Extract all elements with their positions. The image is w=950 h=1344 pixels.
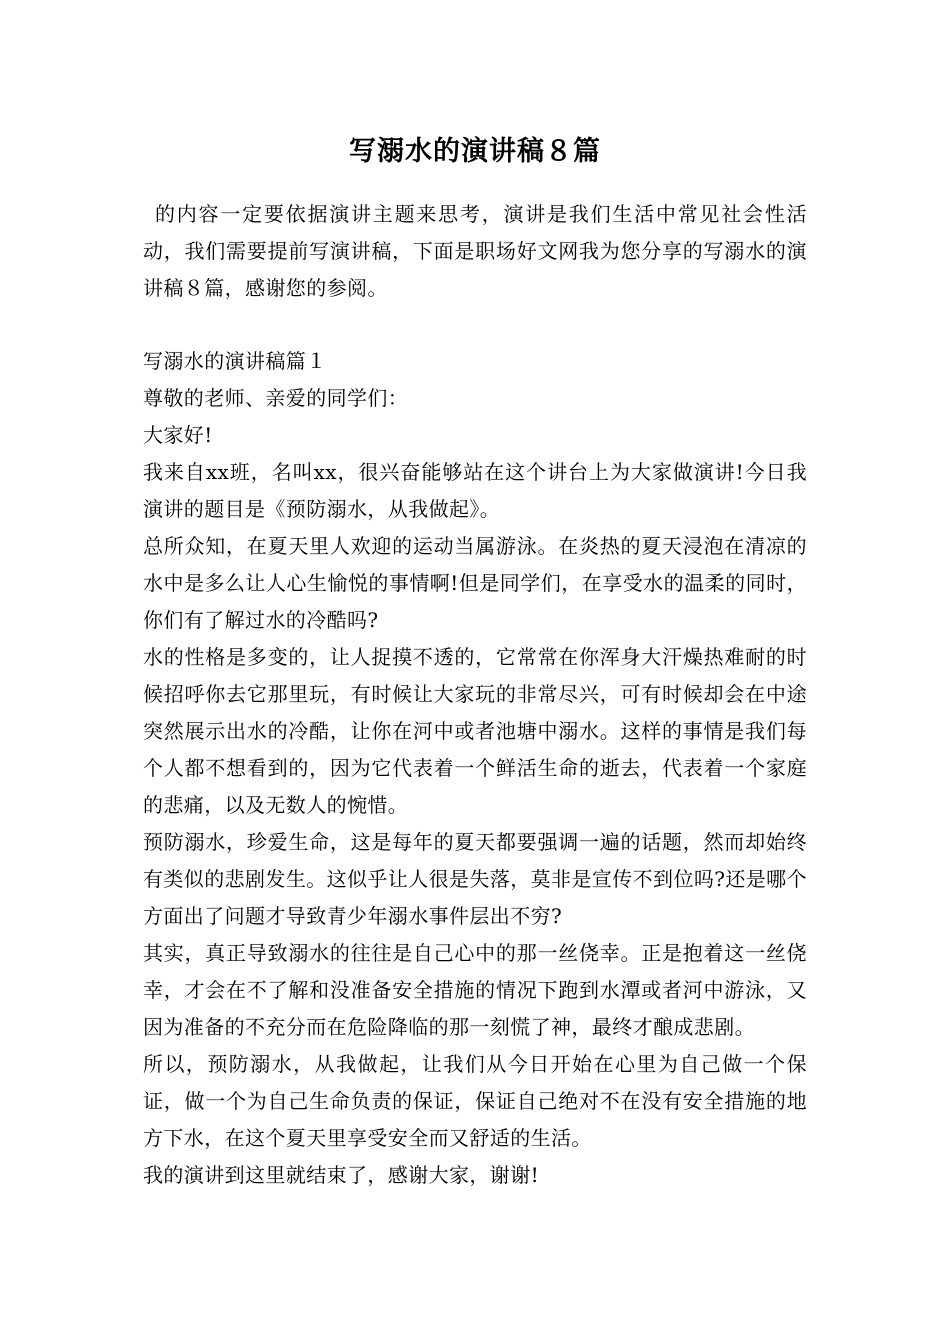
section-heading: 写溺水的演讲稿篇１	[143, 349, 327, 373]
body-paragraph: 所以，预防溺水，从我做起，让我们从今日开始在心里为自己做一个保证，做一个为自己生命负责的保证，保证自己绝对不在没有安全措施的地方下水，在这个夏天里享受安全而又舒适的生活。	[143, 1052, 807, 1150]
body-paragraph: 水的性格是多变的，让人捉摸不透的，它常常在你浑身大汗燥热难耐的时候招呼你去它那里玩，有时候让大家玩的非常尽兴，可有时候却会在中途突然展示出水的冷酷，让你在河中或者池塘中溺水。这样的事情是我们每个人都不想看到的，因为它代表着一个鲜活生命的逝去，代表着一个家庭的悲痛，以及无数人的惋惜。	[143, 645, 807, 817]
greeting-paragraph: 大家好!	[143, 423, 213, 447]
body-paragraph: 我来自xx班，名叫xx，很兴奋能够站在这个讲台上为大家做演讲!今日我演讲的题目是《预防溺水，从我做起》。	[143, 460, 807, 521]
body-paragraph: 其实，真正导致溺水的往往是自己心中的那一丝侥幸。正是抱着这一丝侥幸，才会在不了解和没准备安全措施的情况下跑到水潭或者河中游泳，又因为准备的不充分而在危险降临的那一刻慌了神，最终才酿成悲剧。	[143, 941, 807, 1039]
speech-section	[143, 343, 807, 1194]
document-title: 写溺水的演讲稿８篇	[349, 136, 601, 167]
salutation-paragraph: 尊敬的老师、亲爱的同学们：	[143, 386, 409, 410]
closing-paragraph: 我的演讲到这里就结束了，感谢大家，谢谢!	[143, 1163, 540, 1187]
body-paragraph: 预防溺水，珍爱生命，这是每年的夏天都要强调一遍的话题，然而却始终有类似的悲剧发生。这似乎让人很是失落，莫非是宣传不到位吗?还是哪个方面出了问题才导致青少年溺水事件层出不穷?	[143, 830, 807, 928]
body-paragraph: 总所众知，在夏天里人欢迎的运动当属游泳。在炎热的夏天浸泡在清凉的水中是多么让人心生愉悦的事情啊!但是同学们，在享受水的温柔的同时，你们有了解过水的冷酷吗?	[143, 534, 807, 632]
intro-paragraph: 的内容一定要依据演讲主题来思考，演讲是我们生活中常见社会性活动，我们需要提前写演讲稿，下面是职场好文网我为您分享的写溺水的演讲稿８篇，感谢您的参阅。	[143, 202, 807, 300]
